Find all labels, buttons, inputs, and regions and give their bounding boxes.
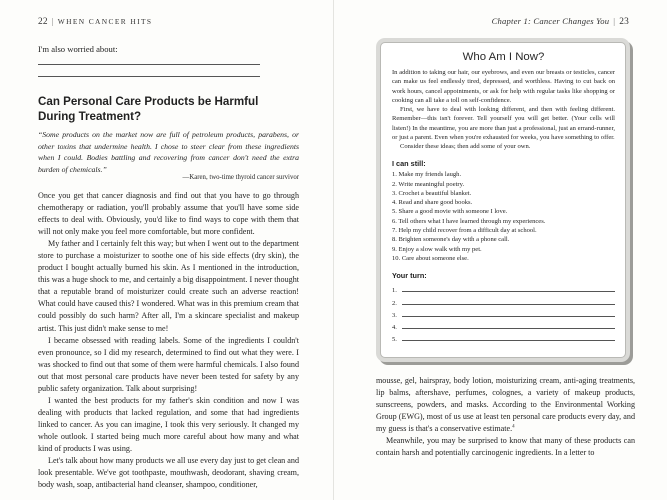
write-in-line [402,291,615,292]
list-item: 6. Tell others what I have learned through my experiences. [392,217,546,225]
left-body-text [38,190,299,491]
row-number: 3. [392,311,397,319]
paragraph-text: mousse, gel, hairspray, body lotion, moisturizing cream, anti-aging treatments, lip balms, aftershave, perfumes, colognes, a variety of makeup products, sunscreens, powders, and masks. According to the Environmental Working Group (EWG), most of us use at least ten personal care products every day, and my guess is that's a conservative estimate. [376,376,635,434]
list-item: 1. Make my friends laugh. [392,171,462,179]
write-in-line [402,340,615,341]
your-turn-row [392,331,615,343]
your-turn-heading: Your turn: [392,271,427,281]
quote-attribution: —Karen, two-time thyroid cancer survivor [182,174,299,181]
list-item: 10. Care about someone else. [392,254,469,262]
your-turn-row [392,319,615,331]
write-in-line [402,316,615,317]
worry-label: I'm also worried about: [38,44,118,54]
right-body-text [376,375,635,459]
paragraph: Meanwhile, you may be surprised to know that many of these products can contain harsh and potentially carcinogenic ingredients. In a letter to [376,436,635,458]
paragraph: Let's talk about how many products we all use every day just to get clean and look presentable. We've got toothpaste, mouthwash, deodorant, shaving cream, body wash, soap, antibacterial hand cleanser, shampoo, conditioner, [38,456,299,490]
left-running-head: 22 | WHEN CANCER HITS [38,16,153,27]
list-item: 7. Help my child recover from a difficult day at school. [392,227,537,235]
write-in-line [402,304,615,305]
write-in-line [38,64,260,65]
sidebar-paragraph: Consider these ideas; then add some of your own. [400,143,531,150]
row-number: 4. [392,323,397,331]
row-number: 2. [392,299,397,307]
sidebar-title: Who Am I Now? [462,51,545,63]
epigraph-quote: “Some products on the market now are full of petroleum products, parabens, or other toxins that undermine health. I chose to steer clear from these ingredients when I could. Bodies battling and recovering from cancer don't need the extra burden of chemicals.” [38,130,299,174]
paragraph: My father and I certainly felt this way; but when I went out to the department store to purchase a moisturizer to soothe one of his side effects (dry skin), the product I bought actually burned his skin. As I mentioned in the introduction, this was a huge shock to me, and certainly a big disappointment. I never thought that a reputable brand of moisturizer could create such an adverse reaction! What could have caused this? I wondered. What was in this premium cream that could possibly do such harm? After all, I'm a skincare specialist and makeup artist. This just didn't make sense to me! [38,239,299,333]
write-in-line [402,328,615,329]
list-item: 8. Brighten someone's day with a phone call. [392,236,510,244]
sidebar-paragraph: First, we have to deal with looking different, and then with feeling different. Remember—this isn't forever. Tell yourself you will get better. (Your cells will listen!) In the meantime, you are more than just a professional, just an errand-runner, or just a parent. Even when you're exhausted for weeks, you have something to offer. [392,106,615,141]
list-item: 4. Read and share good books. [392,199,473,207]
sidebar-box [376,38,630,362]
sidebar-paragraph: In addition to taking our hair, our eyebrows, and even our breasts or testicles, cancer can make us feel endlessly tired, depressed, and worthless. Having to cut back on work hours, cancel appointments, or ask for help with regular tasks like shopping or cooking can all take a toll on self-confidence. [392,69,615,104]
right-running-head: Chapter 1: Cancer Changes You | 23 [491,16,629,27]
right-page [334,0,667,500]
row-number: 1. [392,287,397,295]
right-page-number: 23 [619,17,629,27]
paragraph: I wanted the best products for my father's skin condition and now I was dealing with products that lacked regulation, and some that had ingredients linked to cancer. As you can imagine, I took this very seriously. It changed my whole outlook. I started being much more careful about how many and what kind of products I was using. [38,395,299,453]
list-item: 2. Write meaningful poetry. [392,180,465,188]
your-turn-row [392,294,615,306]
left-page [0,0,333,500]
write-in-line [38,76,260,77]
left-page-number: 22 [38,17,48,27]
your-turn-row [392,282,615,294]
paragraph [376,375,635,435]
section-title: Can Personal Care Products be Harmful During Treatment? [38,95,259,123]
can-still-heading: I can still: [392,159,426,169]
left-running-title: WHEN CANCER HITS [57,17,153,26]
right-running-title: Chapter 1: Cancer Changes You [491,16,610,26]
list-item: 9. Enjoy a slow walk with my pet. [392,245,482,253]
your-turn-row [392,307,615,319]
row-number: 5. [392,336,397,344]
paragraph: I became obsessed with reading labels. Some of the ingredients I couldn't even pronounce, so I did my research, determined to find out what they were. I was shocked to find out that some of them were harmful chemicals. I also found out that most personal care products have never been tested for safety by any public safety organization. Talk about surprising! [38,335,299,393]
sidebar-content [380,42,626,358]
footnote-marker: 4 [512,424,515,430]
paragraph: Once you get that cancer diagnosis and find out that you have to go through chemotherapy or radiation, you'll probably assume that you'll have some side effects to deal with. Obviously, you'd like to find ways to cope with them that will not only make you feel more comfortable, but more confident. [38,191,299,237]
list-item: 5. Share a good movie with someone I love. [392,208,508,216]
can-still-list [392,170,615,263]
list-item: 3. Crochet a beautiful blanket. [392,189,472,197]
